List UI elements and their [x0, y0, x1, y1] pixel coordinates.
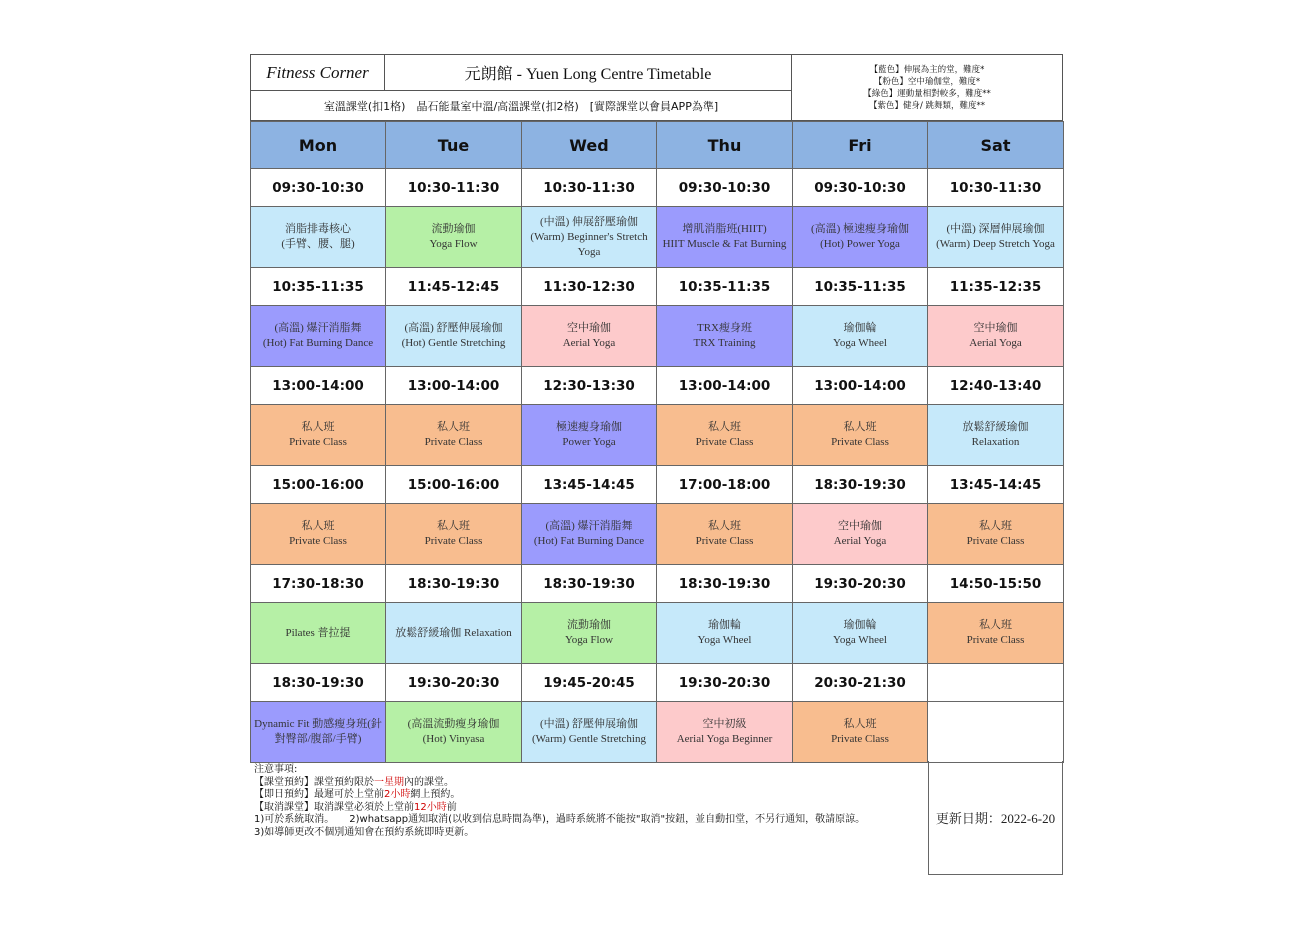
class-name-line: 私人班 — [301, 520, 335, 532]
class-name-line: Dynamic Fit 動感瘦身班(針 — [254, 718, 382, 730]
time-slot: 09:30-10:30 — [793, 169, 928, 207]
time-slot: 13:45-14:45 — [928, 466, 1064, 504]
class-cell — [251, 603, 386, 664]
note-text: 【取消課堂】取消課堂必須於上堂前 — [254, 801, 414, 813]
time-slot: 17:30-18:30 — [251, 565, 386, 603]
time-row — [251, 565, 1064, 603]
class-cell — [928, 702, 1064, 763]
class-name-line: 私人班 — [979, 619, 1012, 631]
time-slot: 17:00-18:00 — [657, 466, 793, 504]
class-name-line: (高溫) 舒壓伸展瑜伽 — [404, 322, 503, 334]
note-highlight: 12小時 — [414, 801, 447, 813]
note-line-methods: 1)可於系統取消。 2)whatsapp通知取消(以收到信息時間為準)，過時系統將不能按"取消"按鈕，並自動扣堂，不另行通知，敬請原諒。 — [254, 814, 866, 825]
class-name-line: 私人班 — [708, 421, 741, 433]
time-slot: 09:30-10:30 — [251, 169, 386, 207]
class-name-line: Private Class — [966, 634, 1025, 646]
time-slot: 18:30-19:30 — [522, 565, 657, 603]
class-name-line: 瑜伽輪 — [708, 619, 741, 631]
time-row — [251, 268, 1064, 306]
timetable-sheet — [250, 54, 1063, 875]
time-slot: 10:30-11:30 — [386, 169, 522, 207]
class-name-line: 私人班 — [437, 421, 470, 433]
notes-heading: 注意事項: — [254, 764, 298, 775]
time-slot: 19:30-20:30 — [793, 565, 928, 603]
time-slot: 10:35-11:35 — [793, 268, 928, 306]
updated-date: 更新日期：2022-6-20 — [928, 761, 1063, 875]
time-slot — [928, 664, 1064, 702]
class-name-line: 流動瑜伽 — [431, 223, 476, 235]
time-row — [251, 466, 1064, 504]
time-slot: 18:30-19:30 — [386, 565, 522, 603]
class-cell — [251, 306, 386, 367]
class-name-line: Private Class — [695, 436, 754, 448]
class-name-line: 空中瑜伽 — [838, 520, 882, 532]
note-text: 【課堂預約】課堂預約限於 — [254, 776, 374, 788]
class-cell — [522, 405, 657, 466]
class-name-line: (Hot) Fat Burning Dance — [262, 337, 374, 349]
class-name-line: (高溫流動瘦身瑜伽 — [407, 718, 500, 730]
class-name-line: Private Class — [289, 535, 347, 547]
day-sat: Sat — [928, 122, 1064, 169]
note-highlight: 2小時 — [384, 789, 411, 800]
legend-blue: 【藍色】伸展為主的堂，難度* — [869, 64, 985, 75]
class-row — [251, 702, 1064, 763]
time-slot: 18:30-19:30 — [793, 466, 928, 504]
class-cell — [386, 306, 522, 367]
class-name-line: 私人班 — [437, 520, 470, 532]
class-name-line: 極速瘦身瑜伽 — [556, 421, 622, 433]
class-name-line: (Hot) Power Yoga — [820, 238, 900, 250]
class-name-line: (中溫) 伸展舒壓瑜伽 — [539, 215, 639, 228]
time-slot: 10:30-11:30 — [928, 169, 1064, 207]
time-slot: 09:30-10:30 — [657, 169, 793, 207]
class-name-line: Private Class — [831, 436, 889, 448]
time-slot: 11:30-12:30 — [522, 268, 657, 306]
class-cell — [251, 702, 386, 763]
day-thu: Thu — [657, 122, 793, 169]
class-name-line: Yoga Flow — [564, 634, 614, 646]
class-cell — [251, 207, 386, 268]
class-name-line: 放鬆舒緩瑜伽 Relaxation — [395, 626, 512, 639]
time-slot: 13:00-14:00 — [251, 367, 386, 405]
class-name-line: (高溫) 爆汗消脂舞 — [545, 520, 633, 532]
class-cell — [522, 306, 657, 367]
class-name-line: 流動瑜伽 — [567, 619, 611, 631]
class-cell — [657, 207, 793, 268]
note-line-booking — [254, 777, 924, 790]
time-slot: 19:45-20:45 — [522, 664, 657, 702]
time-slot: 13:00-14:00 — [657, 367, 793, 405]
class-name-line: Yoga Flow — [429, 238, 478, 250]
time-row — [251, 367, 1064, 405]
time-slot: 11:35-12:35 — [928, 268, 1064, 306]
class-name-line: Private Class — [424, 535, 483, 547]
class-name-line: 放鬆舒緩瑜伽 — [962, 421, 1029, 433]
day-wed: Wed — [522, 122, 657, 169]
note-line-updates: 3)如導師更改不個別通知會在預約系統即時更新。 — [254, 826, 475, 838]
color-legend — [792, 54, 1063, 121]
time-slot: 18:30-19:30 — [251, 664, 386, 702]
time-slot: 10:35-11:35 — [251, 268, 386, 306]
class-name-line: (中溫) 舒壓伸展瑜伽 — [539, 718, 639, 730]
class-name-line: 空中初級 — [702, 718, 747, 730]
class-cell — [657, 603, 793, 664]
class-name-line: Private Class — [424, 436, 483, 448]
class-name-line: 私人班 — [843, 421, 877, 433]
class-cell — [657, 702, 793, 763]
class-row — [251, 603, 1064, 664]
note-text: 內的課堂。 — [404, 776, 454, 788]
time-slot: 11:45-12:45 — [386, 268, 522, 306]
class-cell — [522, 603, 657, 664]
class-name-line: Private Class — [289, 436, 347, 448]
class-name-line: 瑜伽輪 — [843, 322, 877, 334]
class-cell — [386, 207, 522, 268]
class-name-line: Aerial Yoga — [833, 535, 887, 547]
booking-notes — [250, 761, 928, 875]
class-cell — [793, 504, 928, 565]
time-slot: 19:30-20:30 — [386, 664, 522, 702]
note-highlight: 一星期 — [374, 776, 404, 788]
time-slot: 13:00-14:00 — [793, 367, 928, 405]
class-cell — [793, 306, 928, 367]
day-mon: Mon — [251, 122, 386, 169]
legend-pink: 【粉色】空中瑜伽堂，難度* — [873, 76, 981, 87]
class-cell — [793, 207, 928, 268]
class-cell — [386, 702, 522, 763]
class-name-line: 私人班 — [843, 718, 877, 730]
note-text: 前 — [446, 801, 457, 813]
class-name-line: 空中瑜伽 — [973, 322, 1018, 334]
brand-name: Fitness Corner — [250, 54, 385, 91]
class-name-line: Relaxation — [971, 436, 1020, 448]
class-name-line: Pilates 普拉提 — [285, 626, 351, 639]
class-cell — [928, 207, 1064, 268]
class-cell — [386, 405, 522, 466]
time-slot: 18:30-19:30 — [657, 565, 793, 603]
class-cell — [928, 603, 1064, 664]
time-slot: 15:00-16:00 — [251, 466, 386, 504]
day-tue: Tue — [386, 122, 522, 169]
note-text: 網上預約。 — [410, 789, 461, 800]
class-cell — [657, 405, 793, 466]
class-cell — [793, 603, 928, 664]
class-name-line: Yoga Wheel — [833, 634, 887, 646]
class-name-line: 對臀部/腹部/手臂) — [274, 733, 362, 745]
class-name-line: 瑜伽輪 — [843, 619, 877, 631]
time-slot: 19:30-20:30 — [657, 664, 793, 702]
time-row — [251, 169, 1064, 207]
class-name-line: 消脂排毒核心 — [285, 223, 351, 235]
class-name-line: (手臂、腰、腿) — [281, 238, 355, 250]
class-cell — [522, 207, 657, 268]
class-cell — [657, 306, 793, 367]
booking-credit-note: 室溫課堂(扣1格) 晶石能量室中溫/高溫課堂(扣2格) [實際課堂以會員APP為準] — [250, 91, 792, 121]
class-cell — [251, 504, 386, 565]
time-slot: 13:00-14:00 — [386, 367, 522, 405]
class-name-line: Private Class — [831, 733, 889, 745]
class-cell — [793, 702, 928, 763]
class-name-line: (高溫) 極速瘦身瑜伽 — [810, 223, 910, 235]
class-name-line: (Warm) Deep Stretch Yoga — [936, 238, 1055, 250]
class-name-line: Power Yoga — [562, 436, 616, 448]
class-row — [251, 504, 1064, 565]
class-name-line: TRX瘦身班 — [697, 322, 752, 334]
note-line-sameday — [254, 789, 924, 802]
time-slot: 10:35-11:35 — [657, 268, 793, 306]
class-row — [251, 207, 1064, 268]
class-row — [251, 405, 1064, 466]
note-line-cancel — [254, 802, 924, 815]
class-name-line: (Hot) Gentle Stretching — [401, 337, 506, 349]
class-cell — [928, 504, 1064, 565]
class-cell — [386, 603, 522, 664]
legend-purple: 【紫色】健身/ 跳舞類，難度** — [868, 100, 986, 111]
class-name-line: (Warm) Beginner's Stretch — [530, 230, 648, 243]
time-slot: 14:50-15:50 — [928, 565, 1064, 603]
class-name-line: 私人班 — [979, 520, 1012, 532]
class-name-line: (高溫) 爆汗消脂舞 — [274, 322, 362, 334]
time-slot: 20:30-21:30 — [793, 664, 928, 702]
class-cell — [928, 405, 1064, 466]
time-slot: 13:45-14:45 — [522, 466, 657, 504]
class-name-line: (Warm) Gentle Stretching — [532, 733, 646, 745]
time-slot: 10:30-11:30 — [522, 169, 657, 207]
legend-green: 【綠色】運動量相對較多，難度** — [863, 88, 991, 99]
class-name-line: HIIT Muscle & Fat Burning — [662, 238, 787, 250]
class-cell — [386, 504, 522, 565]
class-name-line: TRX Training — [693, 337, 756, 349]
schedule-grid — [250, 121, 1064, 763]
class-name-line: 增肌消脂班(HIIT) — [682, 223, 767, 235]
class-cell — [928, 306, 1064, 367]
time-slot: 15:00-16:00 — [386, 466, 522, 504]
class-cell — [251, 405, 386, 466]
class-name-line: Yoga Wheel — [697, 634, 752, 646]
time-slot: 12:40-13:40 — [928, 367, 1064, 405]
class-cell — [522, 504, 657, 565]
class-cell — [657, 504, 793, 565]
note-text: 【即日預約】最遲可於上堂前 — [254, 789, 384, 800]
day-header-row — [251, 122, 1064, 169]
time-row — [251, 664, 1064, 702]
class-name-line: (Hot) Fat Burning Dance — [533, 535, 645, 547]
class-name-line: 私人班 — [301, 421, 335, 433]
class-name-line: Private Class — [695, 535, 754, 547]
class-name-line: 空中瑜伽 — [567, 322, 611, 334]
timetable-header — [250, 54, 1063, 121]
time-slot: 12:30-13:30 — [522, 367, 657, 405]
class-name-line: (Hot) Vinyasa — [422, 733, 485, 745]
class-name-line: 私人班 — [708, 520, 741, 532]
class-name-line: Yoga Wheel — [833, 337, 887, 349]
class-name-line: (中溫) 深層伸展瑜伽 — [946, 223, 1045, 235]
day-fri: Fri — [793, 122, 928, 169]
class-cell — [522, 702, 657, 763]
class-name-line: Private Class — [966, 535, 1025, 547]
class-name-line: Aerial Yoga — [969, 337, 1022, 349]
class-name-line: Aerial Yoga — [562, 337, 616, 349]
class-cell — [793, 405, 928, 466]
class-row — [251, 306, 1064, 367]
page-title: 元朗館 - Yuen Long Centre Timetable — [385, 54, 792, 91]
class-name-line: Aerial Yoga Beginner — [676, 733, 773, 745]
class-name-line: Yoga — [577, 245, 601, 258]
